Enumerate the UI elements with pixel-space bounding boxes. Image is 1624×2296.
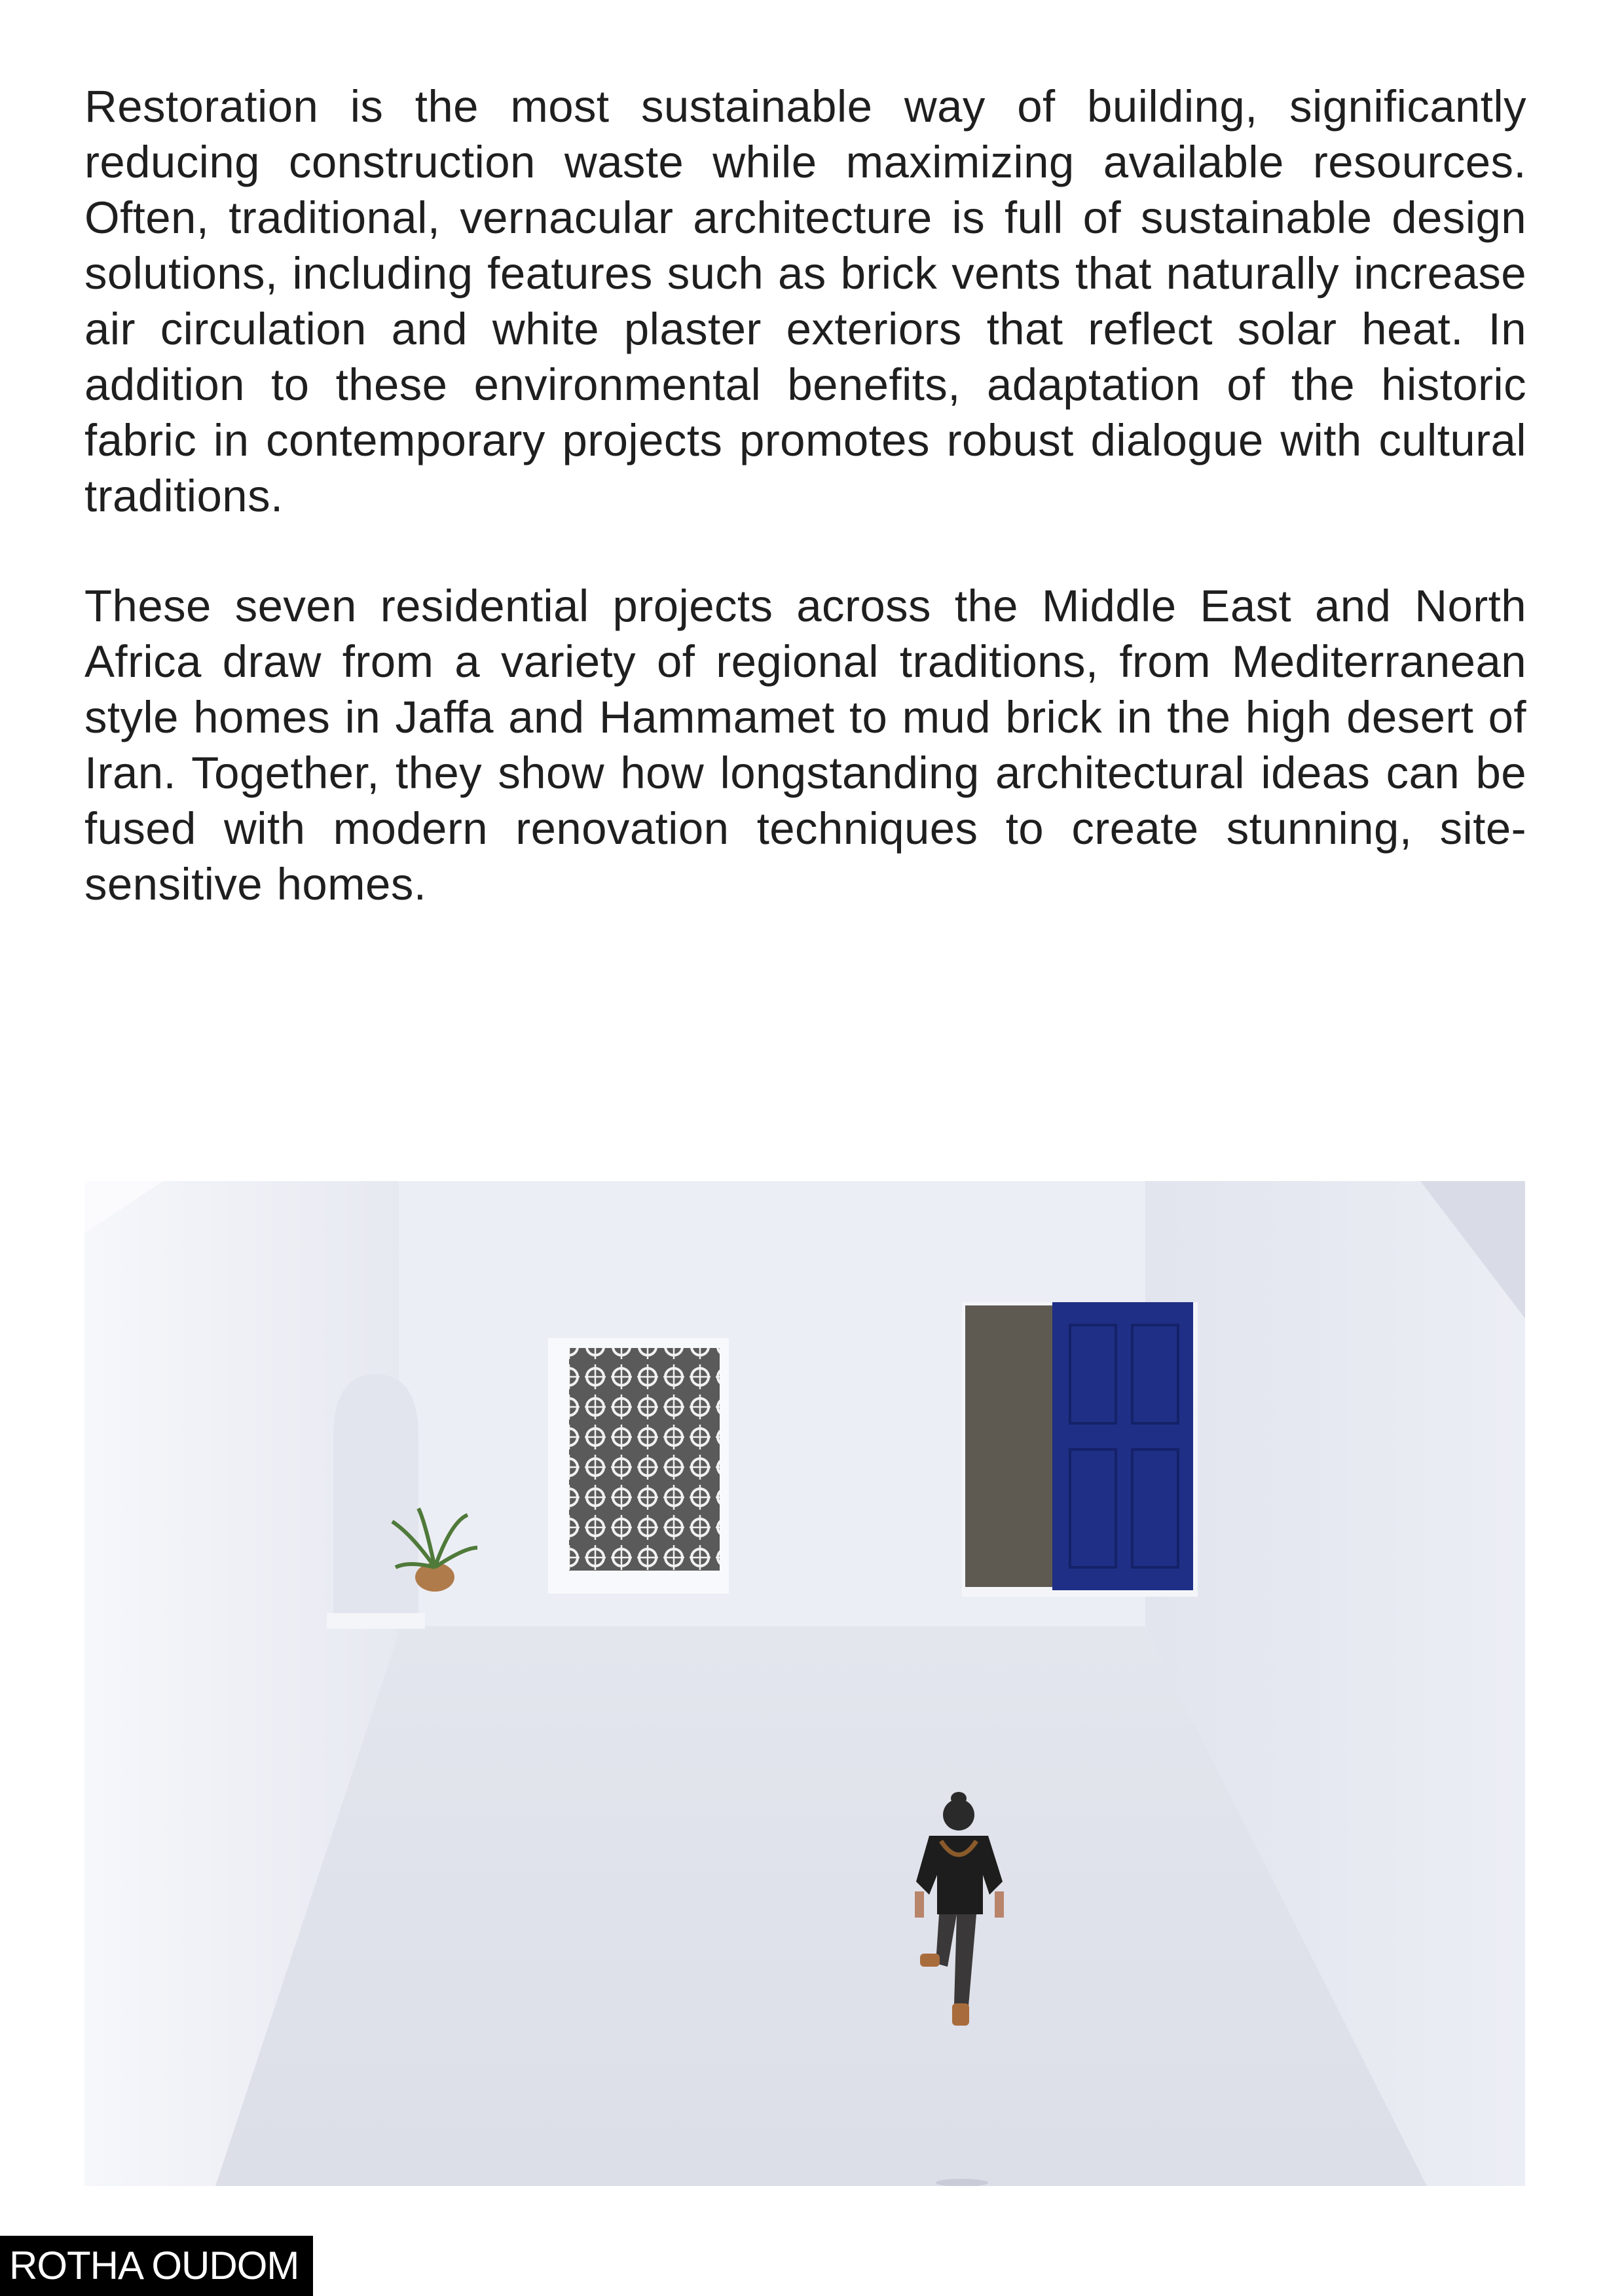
paragraph-projects: These seven residential projects across the Middle East and North Africa draw from a variety of regional traditions, from Mediterranean style homes in Jaffa and Hammamet to mud brick in the high desert of Iran. Together, they show how longstanding architectural ideas can be fused with modern renovation techniques to create stunning, site-sensitive homes. xyxy=(84,581,1526,909)
photo-credit: ROTHA OUDOM xyxy=(0,2236,313,2296)
courtyard-photo xyxy=(84,1181,1525,2186)
paragraph-intro: Restoration is the most sustainable way of building, significantly reducing construction waste while maximizing available resources. Often, traditional, vernacular architecture is full of sustainable design solutions, including features such as brick vents that naturally increase air circulation and white plaster exteriors that reflect solar heat. In addition to these environmental benefits, adaptation of the historic fabric in contemporary projects promotes robust dialogue with cultural traditions. xyxy=(84,81,1526,521)
